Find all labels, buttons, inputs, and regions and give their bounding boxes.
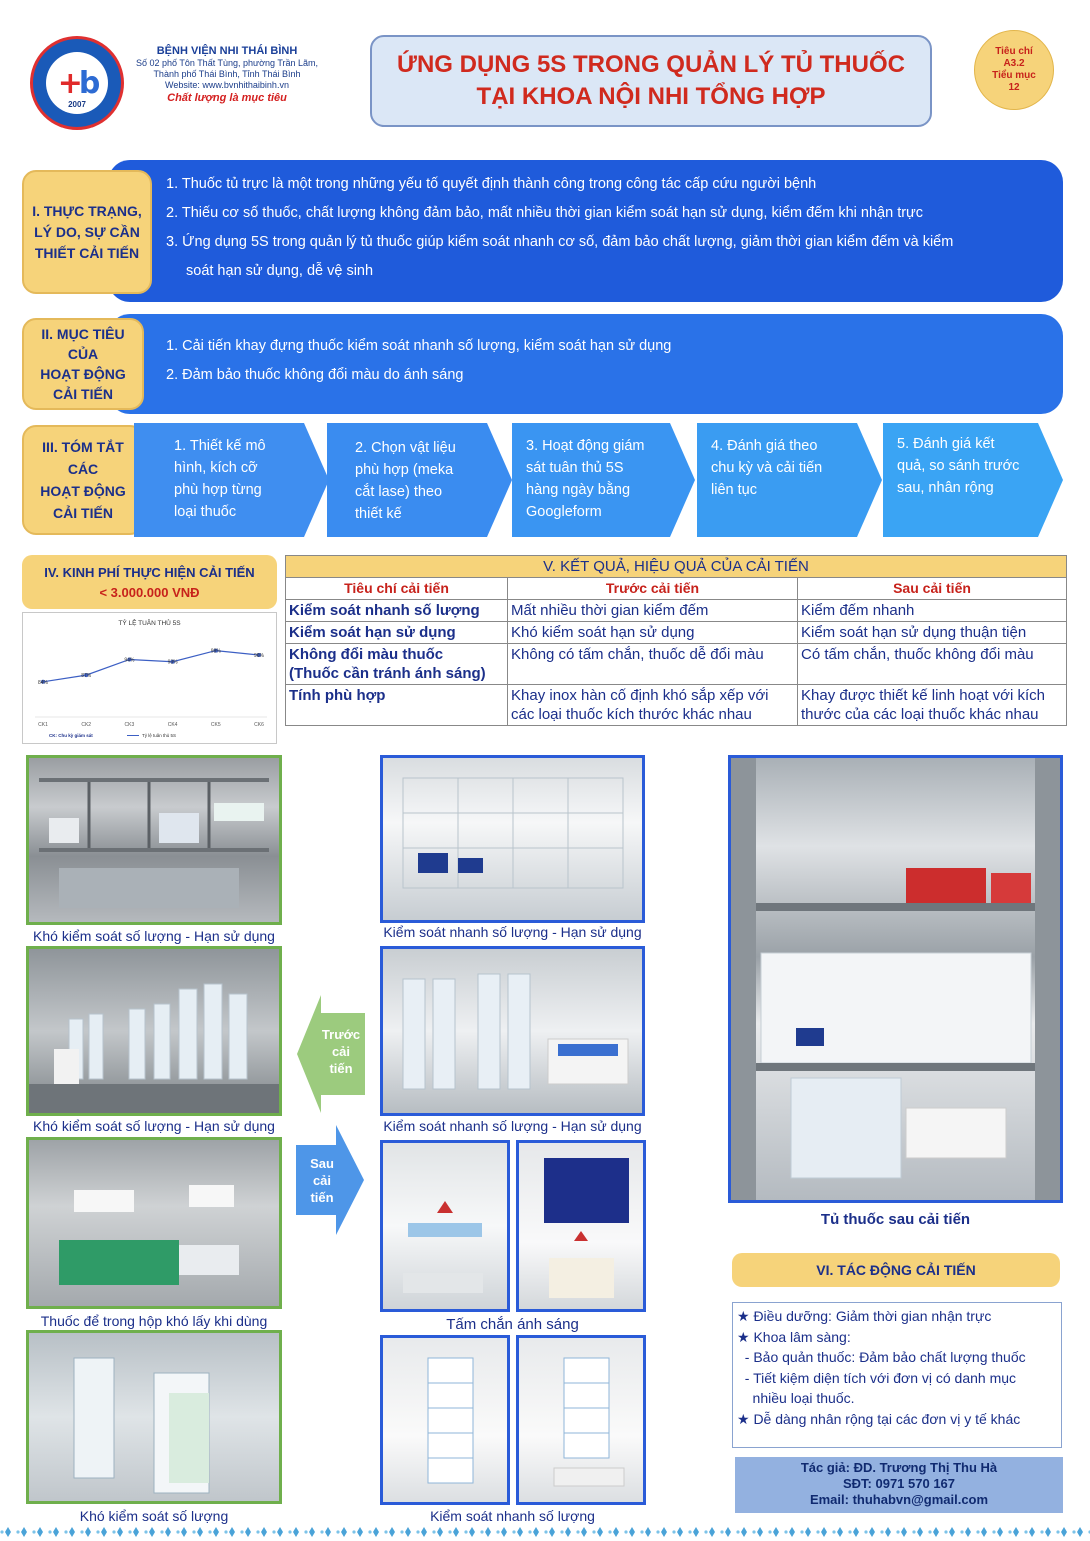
author-box bbox=[735, 1457, 1063, 1513]
poster-title bbox=[370, 35, 932, 127]
section-2-label-line: HOẠT ĐỘNG bbox=[40, 366, 126, 382]
after-arrow-line: cải bbox=[312, 1173, 332, 1188]
title-line-1: ỨNG DỤNG 5S TRONG QUẢN LÝ TỦ THUỐC bbox=[397, 51, 905, 78]
section-1-item: 3. Ứng dụng 5S trong quản lý tủ thuốc giúp kiểm soát nhanh cơ số, đảm bảo chất lượng, giảm thời gian kiểm đếm và kiểm bbox=[166, 234, 954, 250]
cell-text: Kiểm soát hạn sử dụng bbox=[289, 624, 456, 641]
criteria-line-2: A3.2 bbox=[1003, 58, 1025, 69]
step-3-line: hàng ngày bằng bbox=[526, 482, 631, 498]
criteria-badge bbox=[974, 30, 1054, 110]
photo-after-4a bbox=[380, 1335, 510, 1505]
table-row bbox=[286, 685, 1067, 726]
impact-line: nhiều loại thuốc. bbox=[737, 1390, 855, 1406]
cell-text: Tính phù hợp bbox=[289, 687, 386, 704]
chart-tick-label: CK2 bbox=[81, 722, 92, 728]
section-3-label-line: III. TÓM TẮT bbox=[42, 439, 124, 455]
cell-text: Có tấm chắn, thuốc không đổi màu bbox=[801, 646, 1034, 663]
table-cell bbox=[286, 600, 508, 622]
section-1-label bbox=[22, 170, 152, 294]
caption-after-3: Tấm chắn ánh sáng bbox=[446, 1316, 579, 1333]
cell-text: thước của các loại thuốc khác nhau bbox=[801, 706, 1039, 723]
budget-box bbox=[22, 555, 277, 609]
table-cell bbox=[508, 685, 798, 726]
step-3 bbox=[512, 423, 695, 537]
photo-after-4b bbox=[516, 1335, 646, 1505]
caption-cabinet: Tủ thuốc sau cải tiến bbox=[820, 1211, 971, 1228]
impact-header: VI. TÁC ĐỘNG CẢI TIẾN bbox=[732, 1253, 1060, 1287]
sachet-tray-drawing bbox=[383, 1338, 507, 1502]
step-1-line: 1. Thiết kế mô bbox=[174, 438, 266, 454]
section-1-label-line: LÝ DO, SỰ CẦN bbox=[34, 223, 140, 240]
hospital-logo-mark: +b bbox=[46, 52, 108, 114]
table-cell bbox=[508, 600, 798, 622]
hospital-address-2: Thành phố Thái Bình, Tỉnh Thái Bình bbox=[153, 69, 301, 79]
bottle-tray-drawing bbox=[383, 949, 642, 1113]
caption-before-4: Khó kiểm soát số lượng bbox=[79, 1508, 229, 1524]
photo-before-1 bbox=[26, 755, 282, 925]
section-2-panel bbox=[108, 314, 1063, 414]
step-4-line: chu kỳ và cải tiến bbox=[711, 460, 823, 476]
results-table-header: V. KẾT QUẢ, HIỆU QUẢ CỦA CẢI TIẾN bbox=[286, 556, 1067, 578]
cell-text: Không đổi màu thuốc bbox=[289, 646, 444, 663]
section-2-label-line: CẢI TIẾN bbox=[53, 386, 113, 402]
chart-data-label: 93% bbox=[167, 659, 178, 666]
chart-data-label: 94% bbox=[124, 657, 135, 664]
hospital-slogan: Chất lượng là mục tiêu bbox=[167, 92, 287, 104]
before-arrow bbox=[297, 995, 365, 1113]
table-cell bbox=[286, 622, 508, 644]
step-5 bbox=[883, 423, 1063, 537]
section-2-label bbox=[22, 318, 144, 410]
chart-data-label: 87% bbox=[81, 673, 92, 680]
section-2-label-line: CỦA bbox=[67, 346, 99, 362]
section-1-label-line: I. THỰC TRẠNG, bbox=[32, 202, 142, 219]
table-row bbox=[286, 622, 1067, 644]
impact-line: ★ Dễ dàng nhân rộng tại các đơn vị y tế khác bbox=[737, 1410, 1021, 1427]
logo-year: 2007 bbox=[68, 100, 86, 109]
results-table bbox=[285, 555, 1067, 726]
col-header: Sau cải tiến bbox=[798, 578, 1067, 600]
compliance-chart bbox=[22, 612, 277, 744]
photo-after-3b bbox=[516, 1140, 646, 1312]
impact-line: - Bảo quản thuốc: Đảm bảo chất lượng thuốc bbox=[737, 1349, 1026, 1365]
criteria-line-3: Tiểu mục bbox=[992, 70, 1036, 81]
step-4-line: 4. Đánh giá theo bbox=[711, 438, 818, 454]
vitamin-box-drawing bbox=[29, 1140, 279, 1306]
caption-before-1: Khó kiểm soát số lượng - Hạn sử dụng bbox=[33, 928, 275, 944]
cell-text: Kiểm soát nhanh số lượng bbox=[289, 602, 480, 619]
section-2-label-line: II. MỤC TIÊU bbox=[41, 326, 125, 342]
caption-after-4: Kiểm soát nhanh số lượng bbox=[430, 1508, 595, 1524]
after-arrow bbox=[296, 1125, 364, 1235]
table-row bbox=[286, 600, 1067, 622]
cabinet-drawing bbox=[731, 758, 1060, 1200]
chart-tick-label: CK5 bbox=[210, 722, 221, 728]
step-2-line: phù hợp (meka bbox=[355, 462, 454, 478]
cell-text: Kiểm soát hạn sử dụng thuận tiện bbox=[801, 624, 1027, 641]
author-email[interactable]: Email: thuhabvn@gmail.com bbox=[809, 1492, 989, 1507]
chart-tick-label: CK6 bbox=[254, 722, 264, 728]
photo-before-4 bbox=[26, 1330, 282, 1504]
photo-cabinet bbox=[728, 755, 1063, 1203]
section-2-item: 1. Cải tiến khay đựng thuốc kiểm soát nhanh số lượng, kiểm soát hạn sử dụng bbox=[166, 338, 672, 354]
chart-legend-note: CK: Chu kỳ giám sát bbox=[49, 733, 93, 738]
section-1-label-line: THIẾT CẢI TIẾN bbox=[34, 244, 140, 261]
table-cell bbox=[286, 644, 508, 685]
caption-after-2: Kiểm soát nhanh số lượng - Hạn sử dụng bbox=[383, 1118, 642, 1134]
after-arrow-line: Sau bbox=[310, 1156, 334, 1171]
cell-text: Không có tấm chắn, thuốc dễ đổi màu bbox=[511, 646, 764, 663]
photo-before-2 bbox=[26, 946, 282, 1116]
section-2-item: 2. Đảm bảo thuốc không đổi màu do ánh sáng bbox=[166, 367, 464, 383]
chart-tick-label: CK4 bbox=[167, 722, 178, 728]
cell-text: các loại thuốc kích thước khác nhau bbox=[511, 706, 752, 723]
after-arrow-line: tiến bbox=[310, 1190, 334, 1205]
caption-after-1: Kiểm soát nhanh số lượng - Hạn sử dụng bbox=[383, 924, 642, 940]
cell-text: (Thuốc cần tránh ánh sáng) bbox=[289, 665, 486, 682]
sachets-drawing bbox=[29, 1333, 279, 1501]
cell-text: Khay inox hàn cố định khó sắp xếp với bbox=[511, 687, 769, 704]
step-5-line: quả, so sánh trước bbox=[897, 458, 1020, 474]
step-2-line: thiết kế bbox=[355, 506, 402, 522]
section-3-label-line: HOẠT ĐỘNG bbox=[40, 483, 126, 499]
impact-line: ★ Điều dưỡng: Giảm thời gian nhận trực bbox=[737, 1308, 992, 1324]
chart-title: TỶ LỆ TUÂN THỦ 5S bbox=[118, 620, 181, 627]
chart-tick-label: CK3 bbox=[124, 722, 135, 728]
compliance-chart-svg bbox=[23, 613, 276, 743]
step-5-line: sau, nhân rộng bbox=[897, 480, 994, 496]
step-5-line: 5. Đánh giá kết bbox=[897, 436, 995, 452]
sachet-tray-drawing bbox=[519, 1338, 643, 1502]
caption-before-2: Khó kiểm soát số lượng - Hạn sử dụng bbox=[33, 1118, 275, 1134]
step-3-line: sát tuân thủ 5S bbox=[526, 460, 624, 476]
author-name: Tác giả: ĐD. Trương Thị Thu Hà bbox=[800, 1460, 998, 1475]
section-3-label-line: CÁC bbox=[67, 461, 99, 477]
col-header: Trước cải tiến bbox=[508, 578, 798, 600]
acrylic-tray-drawing bbox=[383, 758, 642, 920]
step-4 bbox=[697, 423, 882, 537]
chart-data-label: 84% bbox=[37, 679, 49, 686]
caption-before-3: Thuốc để trong hộp khó lấy khi dùng bbox=[40, 1313, 268, 1329]
step-3-line: Googleform bbox=[526, 504, 602, 520]
photo-after-1 bbox=[380, 755, 645, 923]
chart-data-label: 98% bbox=[210, 648, 221, 655]
section-3-label bbox=[22, 425, 144, 535]
hospital-name: BỆNH VIỆN NHI THÁI BÌNH bbox=[156, 45, 298, 57]
cell-text: Mất nhiều thời gian kiểm đếm bbox=[511, 602, 709, 619]
step-2-line: 2. Chọn vật liệu bbox=[355, 440, 456, 456]
photo-before-3 bbox=[26, 1137, 282, 1309]
title-line-2: TẠI KHOA NỘI NHI TỔNG HỢP bbox=[476, 83, 826, 110]
step-3-line: 3. Hoạt động giám bbox=[526, 438, 645, 454]
step-1-line: hình, kích cỡ bbox=[174, 460, 258, 476]
photo-after-3a bbox=[380, 1140, 510, 1312]
hospital-address-1: Số 02 phố Tôn Thất Tùng, phường Trần Lãm, bbox=[135, 58, 319, 68]
section-1-item: 1. Thuốc tủ trực là một trong những yếu tố quyết định thành công trong công tác cấp cứu người bệnh bbox=[166, 176, 817, 192]
chart-data-label: 96% bbox=[253, 653, 265, 660]
budget-value: < 3.000.000 VNĐ bbox=[99, 585, 200, 600]
table-cell bbox=[798, 600, 1067, 622]
impact-line: - Tiết kiệm diện tích với đơn vị có danh mục bbox=[737, 1369, 1017, 1386]
author-phone: SĐT: 0971 570 167 bbox=[842, 1476, 956, 1491]
cell-text: Khay được thiết kế linh hoạt với kích bbox=[801, 687, 1045, 704]
step-4-line: liên tục bbox=[711, 482, 757, 498]
table-row bbox=[286, 644, 1067, 685]
hospital-website[interactable]: Website: www.bvnhithaibinh.vn bbox=[165, 80, 289, 90]
impact-list bbox=[732, 1302, 1062, 1448]
cell-text: Khó kiểm soát hạn sử dụng bbox=[511, 624, 695, 641]
step-1-line: loại thuốc bbox=[174, 504, 237, 520]
step-2 bbox=[327, 423, 512, 537]
light-shield-open-drawing bbox=[519, 1143, 643, 1309]
criteria-line-4: 12 bbox=[1008, 82, 1020, 93]
table-cell bbox=[508, 644, 798, 685]
section-1-item: soát hạn sử dụng, dễ vệ sinh bbox=[186, 263, 374, 279]
before-arrow-line: Trước bbox=[321, 1027, 361, 1042]
hospital-info bbox=[128, 46, 326, 104]
chart-legend-label: Tỷ lệ tuân thủ 5S bbox=[142, 733, 177, 738]
step-1-line: phù hợp từng bbox=[174, 482, 262, 498]
decorative-border bbox=[0, 1524, 1090, 1541]
table-cell bbox=[798, 685, 1067, 726]
budget-label: IV. KINH PHÍ THỰC HIỆN CẢI TIẾN bbox=[44, 565, 255, 580]
impact-line: ★ Khoa lâm sàng: bbox=[737, 1328, 851, 1345]
section-1-item: 2. Thiếu cơ số thuốc, chất lượng không đảm bảo, mất nhiều thời gian kiểm soát hạn sử dụng, kiểm đếm khi nhận trực bbox=[166, 205, 924, 221]
table-cell bbox=[286, 685, 508, 726]
col-header: Tiêu chí cải tiến bbox=[286, 578, 508, 600]
photo-after-2 bbox=[380, 946, 645, 1116]
before-arrow-line: tiến bbox=[329, 1061, 353, 1076]
cell-text: Kiểm đếm nhanh bbox=[801, 602, 915, 619]
chart-series-line bbox=[43, 648, 259, 682]
light-shield-drawing bbox=[383, 1143, 507, 1309]
before-arrow-line: cải bbox=[331, 1044, 351, 1059]
table-cell bbox=[798, 622, 1067, 644]
table-cell bbox=[798, 644, 1067, 685]
table-cell bbox=[508, 622, 798, 644]
section-1-panel bbox=[108, 160, 1063, 302]
chart-tick-label: CK1 bbox=[38, 722, 48, 728]
bottles-shelf-drawing bbox=[29, 949, 279, 1113]
steel-shelf-drawing bbox=[29, 758, 279, 922]
step-1 bbox=[134, 423, 329, 537]
step-2-line: cắt lase) theo bbox=[355, 484, 443, 500]
criteria-line-1: Tiêu chí bbox=[995, 46, 1033, 57]
section-3-label-line: CẢI TIẾN bbox=[53, 505, 113, 521]
